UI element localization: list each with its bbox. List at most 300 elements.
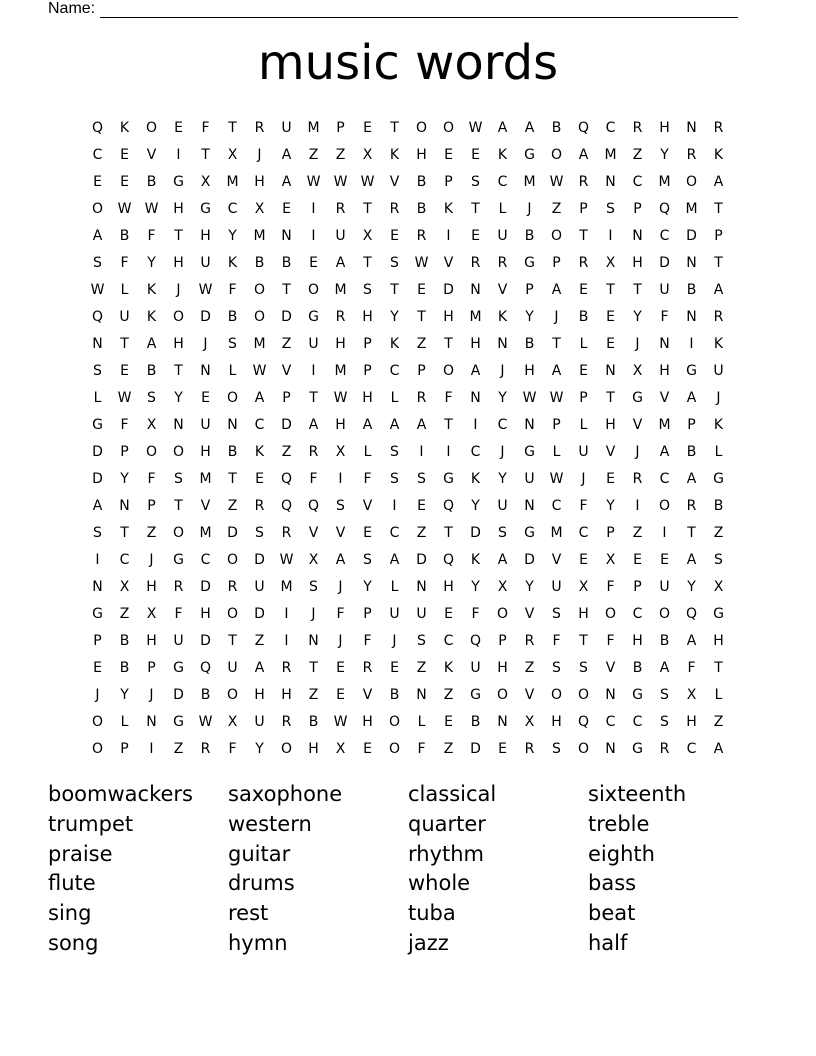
grid-letter: E — [606, 335, 615, 352]
grid-letter: I — [176, 146, 181, 163]
grid-letter: L — [417, 713, 426, 730]
grid-letter: C — [497, 173, 508, 190]
grid-letter: S — [228, 335, 237, 352]
grid-letter: R — [254, 497, 265, 514]
grid-letter: J — [554, 308, 559, 325]
grid-letter: I — [446, 443, 451, 460]
word-list-item: quarter — [408, 811, 486, 836]
grid-letter: B — [686, 281, 697, 298]
grid-letter: L — [93, 389, 102, 406]
grid-letter: O — [91, 200, 104, 217]
grid-row — [84, 303, 732, 330]
grid-letter: E — [201, 389, 210, 406]
grid-letter: H — [416, 146, 427, 163]
grid-letter: V — [443, 254, 454, 271]
grid-letter: M — [226, 173, 239, 190]
grid-letter: A — [470, 362, 481, 379]
grid-letter: S — [552, 740, 561, 757]
grid-letter: W — [252, 362, 267, 379]
grid-letter: A — [497, 551, 508, 568]
grid-letter: H — [146, 632, 157, 649]
grid-letter: N — [173, 416, 184, 433]
grid-letter: B — [416, 173, 427, 190]
grid-letter: N — [605, 740, 616, 757]
grid-letter: H — [173, 335, 184, 352]
grid-letter: D — [200, 632, 211, 649]
grid-letter: O — [145, 443, 158, 460]
grid-letter: H — [254, 686, 265, 703]
grid-letter: T — [606, 389, 615, 406]
grid-letter: R — [173, 578, 184, 595]
grid-letter: Z — [146, 524, 157, 541]
grid-letter: R — [281, 524, 292, 541]
grid-letter: M — [199, 524, 212, 541]
grid-letter: O — [226, 686, 239, 703]
grid-letter: R — [335, 308, 346, 325]
grid-letter: K — [713, 146, 724, 163]
grid-letter: M — [334, 362, 347, 379]
grid-letter: Z — [443, 686, 454, 703]
grid-letter: J — [716, 389, 721, 406]
grid-letter: N — [200, 362, 211, 379]
grid-letter: S — [417, 470, 426, 487]
word-list — [48, 780, 768, 959]
grid-letter: S — [660, 686, 669, 703]
grid-letter: N — [497, 713, 508, 730]
grid-letter: H — [335, 335, 346, 352]
grid-letter: X — [713, 578, 724, 595]
grid-letter: Y — [471, 578, 480, 595]
grid-letter: H — [713, 632, 724, 649]
grid-letter: A — [686, 632, 697, 649]
grid-letter: Q — [280, 470, 293, 487]
grid-letter: F — [579, 497, 588, 514]
grid-letter: G — [173, 173, 184, 190]
grid-letter: X — [335, 740, 346, 757]
grid-letter: A — [578, 146, 589, 163]
grid-letter: V — [146, 146, 157, 163]
grid-letter: X — [254, 200, 265, 217]
grid-letter: P — [552, 254, 561, 271]
grid-letter: T — [687, 524, 696, 541]
grid-letter: E — [579, 362, 588, 379]
grid-letter: E — [363, 740, 372, 757]
grid-letter: I — [311, 362, 316, 379]
grid-letter: B — [632, 659, 643, 676]
grid-letter: R — [578, 173, 589, 190]
grid-letter: V — [659, 389, 670, 406]
grid-letter: M — [253, 335, 266, 352]
grid-row — [84, 708, 732, 735]
grid-letter: D — [173, 686, 184, 703]
grid-letter: H — [470, 335, 481, 352]
grid-letter: C — [119, 551, 130, 568]
grid-letter: G — [632, 389, 643, 406]
grid-letter: T — [444, 524, 453, 541]
grid-letter: S — [255, 524, 264, 541]
grid-letter: I — [311, 227, 316, 244]
grid-letter: U — [497, 227, 508, 244]
grid-letter: F — [552, 632, 561, 649]
grid-letter: W — [333, 713, 348, 730]
grid-letter: K — [389, 335, 400, 352]
grid-letter: R — [227, 578, 238, 595]
grid-letter: Z — [551, 200, 562, 217]
grid-letter: J — [149, 686, 154, 703]
grid-letter: G — [524, 524, 535, 541]
grid-letter: X — [524, 713, 535, 730]
grid-letter: W — [549, 389, 564, 406]
grid-letter: N — [308, 632, 319, 649]
grid-letter: T — [579, 227, 588, 244]
grid-letter: U — [254, 578, 265, 595]
grid-letter: N — [227, 416, 238, 433]
grid-letter: Z — [443, 740, 454, 757]
word-list-item: rest — [228, 901, 269, 926]
grid-letter: O — [550, 146, 563, 163]
grid-letter: Y — [228, 227, 237, 244]
grid-row — [84, 168, 732, 195]
grid-letter: L — [228, 362, 237, 379]
grid-row — [84, 573, 732, 600]
grid-letter: F — [687, 659, 696, 676]
grid-letter: E — [120, 173, 129, 190]
grid-letter: O — [172, 308, 185, 325]
grid-letter: Z — [308, 686, 319, 703]
grid-letter: Q — [685, 605, 698, 622]
grid-letter: A — [281, 173, 292, 190]
grid-letter: C — [389, 362, 400, 379]
grid-letter: V — [551, 551, 562, 568]
grid-letter: P — [714, 227, 723, 244]
grid-letter: D — [443, 281, 454, 298]
grid-row — [84, 465, 732, 492]
grid-letter: W — [198, 713, 213, 730]
grid-row — [84, 276, 732, 303]
grid-letter: S — [552, 659, 561, 676]
grid-letter: D — [470, 740, 481, 757]
grid-letter: M — [307, 119, 320, 136]
grid-letter: B — [659, 632, 670, 649]
grid-letter: V — [632, 416, 643, 433]
grid-letter: T — [444, 416, 453, 433]
grid-letter: U — [308, 335, 319, 352]
grid-letter: G — [632, 686, 643, 703]
grid-letter: X — [605, 551, 616, 568]
grid-letter: V — [389, 173, 400, 190]
grid-letter: A — [335, 254, 346, 271]
grid-letter: L — [390, 578, 399, 595]
grid-letter: E — [93, 173, 102, 190]
grid-letter: A — [686, 551, 697, 568]
grid-letter: N — [524, 416, 535, 433]
grid-letter: M — [523, 173, 536, 190]
grid-letter: E — [120, 146, 129, 163]
grid-letter: P — [633, 200, 642, 217]
grid-letter: Q — [199, 659, 212, 676]
grid-letter: I — [392, 497, 397, 514]
grid-letter: S — [174, 470, 183, 487]
grid-letter: F — [309, 470, 318, 487]
grid-letter: E — [282, 200, 291, 217]
grid-letter: V — [362, 686, 373, 703]
grid-letter: W — [468, 119, 483, 136]
page-title: music words — [257, 35, 559, 91]
grid-letter: P — [579, 200, 588, 217]
name-underline — [100, 2, 738, 18]
grid-letter: D — [92, 443, 103, 460]
grid-letter: V — [308, 524, 319, 541]
grid-letter: X — [605, 254, 616, 271]
grid-letter: D — [254, 551, 265, 568]
grid-letter: R — [254, 119, 265, 136]
grid-letter: H — [686, 713, 697, 730]
grid-letter: B — [119, 227, 130, 244]
grid-letter: J — [338, 632, 343, 649]
grid-letter: S — [390, 470, 399, 487]
grid-letter: T — [174, 362, 183, 379]
grid-letter: I — [311, 200, 316, 217]
grid-letter: L — [579, 416, 588, 433]
word-list-item: hymn — [228, 930, 288, 955]
word-list-item: beat — [588, 901, 636, 926]
grid-letter: R — [335, 200, 346, 217]
grid-letter: Z — [281, 335, 292, 352]
grid-letter: Y — [525, 578, 534, 595]
grid-letter: E — [363, 119, 372, 136]
grid-letter: G — [92, 605, 103, 622]
grid-letter: N — [632, 227, 643, 244]
grid-letter: Q — [469, 632, 482, 649]
grid-letter: R — [497, 254, 508, 271]
grid-letter: B — [524, 227, 535, 244]
grid-letter: W — [90, 281, 105, 298]
grid-letter: K — [254, 443, 265, 460]
grid-letter: P — [93, 632, 102, 649]
grid-letter: N — [146, 713, 157, 730]
grid-letter: A — [308, 416, 319, 433]
grid-letter: N — [92, 335, 103, 352]
grid-letter: P — [525, 281, 534, 298]
grid-letter: L — [363, 443, 372, 460]
grid-letter: P — [606, 524, 615, 541]
grid-letter: E — [417, 281, 426, 298]
grid-letter: R — [281, 659, 292, 676]
word-list-item: treble — [588, 811, 650, 836]
grid-letter: T — [552, 335, 561, 352]
grid-letter: A — [551, 362, 562, 379]
grid-letter: O — [442, 119, 455, 136]
grid-letter: X — [335, 443, 346, 460]
grid-letter: X — [227, 713, 238, 730]
grid-letter: E — [255, 470, 264, 487]
grid-letter: S — [417, 632, 426, 649]
grid-letter: J — [392, 632, 397, 649]
word-column — [228, 780, 408, 959]
grid-letter: Z — [281, 443, 292, 460]
grid-letter: Z — [416, 524, 427, 541]
grid-letter: E — [390, 227, 399, 244]
grid-letter: F — [444, 389, 453, 406]
grid-letter: S — [579, 659, 588, 676]
grid-letter: Y — [255, 740, 264, 757]
grid-letter: M — [658, 173, 671, 190]
grid-letter: D — [200, 578, 211, 595]
grid-letter: R — [524, 632, 535, 649]
grid-letter: X — [632, 362, 643, 379]
grid-letter: X — [227, 146, 238, 163]
word-list-item: saxophone — [228, 782, 343, 806]
grid-letter: H — [146, 578, 157, 595]
grid-letter: A — [659, 659, 670, 676]
grid-letter: D — [200, 308, 211, 325]
grid-letter: A — [524, 119, 535, 136]
grid-letter: H — [659, 119, 670, 136]
grid-letter: I — [662, 524, 667, 541]
grid-letter: A — [713, 740, 724, 757]
grid-letter: B — [389, 686, 400, 703]
grid-letter: A — [497, 119, 508, 136]
grid-letter: M — [604, 146, 617, 163]
grid-letter: G — [686, 362, 697, 379]
grid-letter: H — [632, 254, 643, 271]
grid-letter: U — [254, 713, 265, 730]
grid-letter: T — [309, 389, 318, 406]
grid-letter: R — [416, 227, 427, 244]
grid-letter: N — [686, 254, 697, 271]
grid-letter: I — [473, 416, 478, 433]
grid-letter: H — [524, 362, 535, 379]
grid-letter: Z — [632, 524, 643, 541]
grid-letter: A — [686, 470, 697, 487]
grid-letter: G — [524, 254, 535, 271]
grid-letter: E — [93, 659, 102, 676]
grid-letter: D — [281, 416, 292, 433]
grid-letter: P — [363, 335, 372, 352]
grid-letter: C — [200, 551, 211, 568]
grid-letter: A — [92, 497, 103, 514]
grid-letter: K — [146, 308, 157, 325]
grid-letter: V — [524, 686, 535, 703]
grid-letter: K — [443, 200, 454, 217]
grid-letter: C — [659, 227, 670, 244]
grid-letter: I — [689, 335, 694, 352]
grid-letter: R — [713, 308, 724, 325]
grid-letter: S — [606, 200, 615, 217]
word-list-item: classical — [408, 782, 497, 806]
grid-letter: P — [336, 119, 345, 136]
word-list-item: trumpet — [48, 811, 134, 836]
grid-letter: O — [307, 281, 320, 298]
grid-letter: F — [606, 578, 615, 595]
grid-letter: F — [228, 740, 237, 757]
word-list-item: rhythm — [408, 841, 485, 866]
grid-letter: O — [415, 119, 428, 136]
grid-letter: J — [581, 470, 586, 487]
grid-letter: D — [92, 470, 103, 487]
grid-letter: I — [419, 443, 424, 460]
grid-letter: R — [200, 740, 211, 757]
grid-letter: H — [632, 632, 643, 649]
grid-letter: O — [253, 281, 266, 298]
grid-letter: O — [658, 497, 671, 514]
grid-letter: G — [173, 713, 184, 730]
grid-letter: H — [362, 713, 373, 730]
grid-letter: P — [147, 659, 156, 676]
grid-letter: C — [605, 713, 616, 730]
grid-letter: O — [577, 740, 590, 757]
grid-letter: L — [579, 335, 588, 352]
grid-letter: I — [635, 497, 640, 514]
grid-letter: R — [281, 713, 292, 730]
grid-letter: R — [632, 470, 643, 487]
grid-letter: Z — [173, 740, 184, 757]
grid-letter: O — [253, 308, 266, 325]
grid-letter: H — [497, 659, 508, 676]
grid-letter: P — [120, 443, 129, 460]
grid-letter: C — [659, 470, 670, 487]
word-column — [588, 780, 768, 959]
grid-letter: T — [363, 200, 372, 217]
name-field — [48, 0, 738, 18]
grid-letter: J — [257, 146, 262, 163]
grid-letter: C — [227, 200, 238, 217]
grid-letter: I — [608, 227, 613, 244]
grid-letter: M — [280, 578, 293, 595]
grid-row — [84, 654, 732, 681]
grid-letter: U — [659, 578, 670, 595]
grid-letter: N — [416, 686, 427, 703]
grid-letter: S — [552, 605, 561, 622]
grid-letter: T — [633, 281, 642, 298]
grid-letter: P — [282, 389, 291, 406]
grid-letter: P — [363, 362, 372, 379]
grid-letter: F — [120, 416, 129, 433]
word-list-item: drums — [228, 871, 295, 896]
grid-letter: F — [417, 740, 426, 757]
grid-letter: A — [551, 281, 562, 298]
grid-letter: K — [497, 146, 508, 163]
grid-letter: A — [686, 389, 697, 406]
grid-letter: H — [659, 362, 670, 379]
grid-letter: W — [198, 281, 213, 298]
grid-letter: U — [173, 632, 184, 649]
grid-letter: W — [549, 470, 564, 487]
grid-letter: M — [253, 227, 266, 244]
grid-letter: T — [363, 254, 372, 271]
grid-letter: U — [281, 119, 292, 136]
grid-letter: Q — [442, 497, 455, 514]
grid-letter: G — [632, 740, 643, 757]
grid-letter: F — [147, 227, 156, 244]
grid-letter: Q — [91, 308, 104, 325]
grid-letter: H — [281, 686, 292, 703]
grid-letter: P — [120, 740, 129, 757]
grid-letter: S — [363, 281, 372, 298]
grid-letter: M — [658, 416, 671, 433]
grid-letter: D — [524, 551, 535, 568]
grid-letter: O — [145, 119, 158, 136]
grid-letter: S — [93, 362, 102, 379]
grid-letter: Y — [633, 308, 642, 325]
grid-letter: D — [686, 227, 697, 244]
grid-letter: I — [149, 740, 154, 757]
grid-letter: J — [176, 281, 181, 298]
grid-letter: X — [362, 227, 373, 244]
grid-letter: T — [444, 335, 453, 352]
grid-letter: T — [282, 281, 291, 298]
grid-letter: I — [338, 470, 343, 487]
